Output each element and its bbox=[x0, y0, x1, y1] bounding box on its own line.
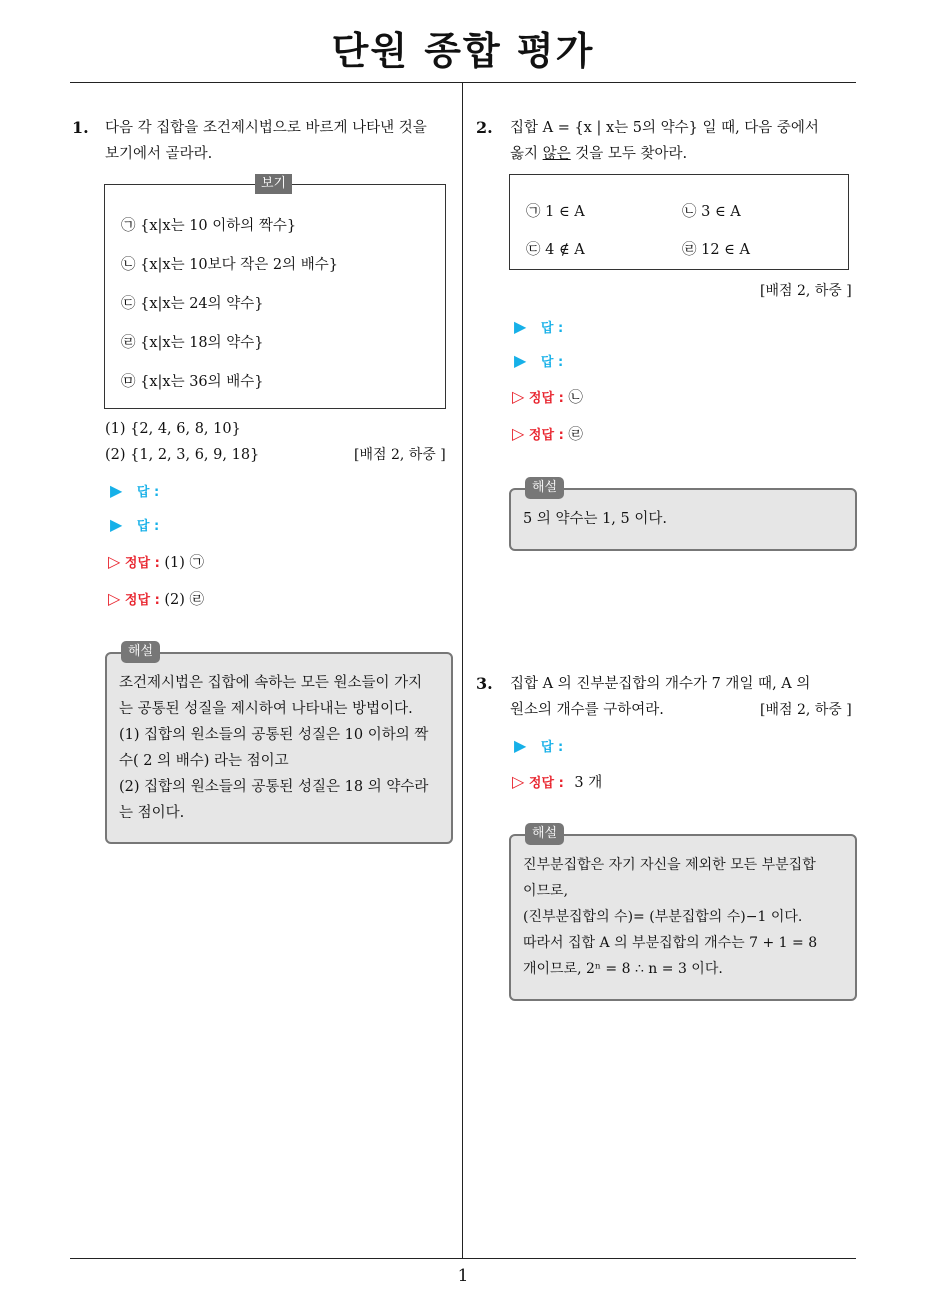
correct-label: 정답 : bbox=[124, 593, 160, 608]
bogi-item: ㉣ {x|x는 18의 약수} bbox=[121, 335, 264, 351]
question-text-line: 다음 각 집합을 조건제시법으로 바르게 나타낸 것을 bbox=[105, 120, 427, 136]
correct-value: (1) ㉠ bbox=[164, 555, 205, 571]
question-text-line: 집합 A 의 진부분집합의 개수가 7 개일 때, A 의 bbox=[510, 676, 811, 692]
solution-label: 해설 bbox=[525, 823, 564, 845]
correct-value: 3 개 bbox=[574, 775, 603, 791]
solution-line: 수( 2 의 배수) 라는 점이고 bbox=[119, 753, 289, 769]
correct-value: ㉡ bbox=[568, 390, 583, 406]
text-segment: 것을 모두 찾아라. bbox=[570, 146, 688, 162]
bogi-item: ㉠ {x|x는 10 이하의 짝수} bbox=[121, 218, 297, 234]
correct-value: (2) ㉣ bbox=[164, 592, 205, 608]
correct-label: 정답 : bbox=[528, 776, 564, 791]
answer-label: 답 : bbox=[540, 740, 564, 755]
solution-line: 는 공통된 성질을 제시하여 나타내는 방법이다. bbox=[119, 701, 413, 717]
correct-answer-line bbox=[512, 769, 602, 797]
question-number: 3. bbox=[476, 674, 493, 693]
solution-line: 따라서 집합 A 의 부분집합의 개수는 7 + 1 = 8 bbox=[523, 935, 818, 951]
underlined-text: 않은 bbox=[542, 146, 571, 162]
solution-line: 이므로, bbox=[523, 883, 569, 899]
bogi-label: 보기 bbox=[255, 174, 292, 194]
bogi-item: ㉢ {x|x는 24의 약수} bbox=[121, 296, 264, 312]
correct-value: ㉣ bbox=[568, 427, 583, 443]
solution-line: (진부분집합의 수)= (부분집합의 수)−1 이다. bbox=[523, 909, 803, 925]
filled-triangle-icon: ▶ bbox=[110, 481, 123, 500]
outline-triangle-icon: ▷ bbox=[512, 387, 525, 406]
score-label: [배점 2, 하중 ] bbox=[760, 702, 852, 718]
solution-box bbox=[509, 826, 857, 1001]
answer-label: 답 : bbox=[540, 355, 564, 370]
solution-line: (1) 집합의 원소들의 공통된 성질은 10 이하의 짝 bbox=[119, 727, 429, 743]
filled-triangle-icon: ▶ bbox=[110, 515, 123, 534]
answer-label: 답 : bbox=[136, 485, 160, 500]
outline-triangle-icon: ▷ bbox=[512, 424, 525, 443]
outline-triangle-icon: ▷ bbox=[108, 552, 121, 571]
answer-line bbox=[514, 733, 563, 761]
question-text-line: 보기에서 골라라. bbox=[105, 146, 213, 162]
solution-line: 는 점이다. bbox=[119, 805, 185, 821]
correct-label: 정답 : bbox=[528, 391, 564, 406]
page-title: 단원 종합 평가 bbox=[331, 29, 595, 73]
filled-triangle-icon: ▶ bbox=[514, 736, 527, 755]
answer-label: 답 : bbox=[540, 321, 564, 336]
sub-question: (2) {1, 2, 3, 6, 9, 18} bbox=[105, 447, 260, 463]
question-number: 2. bbox=[476, 118, 493, 137]
page-number: 1 bbox=[457, 1266, 469, 1286]
solution-line: 개이므로, 2ⁿ = 8 ∴ n = 3 이다. bbox=[523, 961, 723, 977]
solution-line: 5 의 약수는 1, 5 이다. bbox=[523, 511, 667, 527]
filled-triangle-icon: ▶ bbox=[514, 317, 527, 336]
bogi-item: ㉤ {x|x는 36의 배수} bbox=[121, 374, 264, 390]
outline-triangle-icon: ▷ bbox=[512, 772, 525, 791]
option-item: ㉢ 4 ∉ A bbox=[526, 242, 585, 258]
solution-label: 해설 bbox=[525, 477, 564, 499]
solution-line: (2) 집합의 원소들의 공통된 성질은 18 의 약수라 bbox=[119, 779, 429, 795]
question-number: 1. bbox=[72, 118, 89, 137]
question-text-line: 원소의 개수를 구하여라. bbox=[510, 702, 664, 718]
text-segment: 옳지 bbox=[510, 146, 543, 162]
correct-label: 정답 : bbox=[528, 428, 564, 443]
correct-label: 정답 : bbox=[124, 556, 160, 571]
solution-label: 해설 bbox=[121, 641, 160, 663]
option-item: ㉣ 12 ∈ A bbox=[682, 242, 750, 258]
outline-triangle-icon: ▷ bbox=[108, 589, 121, 608]
score-label: [배점 2, 하중 ] bbox=[760, 283, 852, 299]
solution-line: 조건제시법은 집합에 속하는 모든 원소들이 가지 bbox=[119, 675, 423, 691]
filled-triangle-icon: ▶ bbox=[514, 351, 527, 370]
solution-line: 진부분집합은 자기 자신을 제외한 모든 부분집합 bbox=[523, 857, 816, 873]
option-item: ㉡ 3 ∈ A bbox=[682, 204, 741, 220]
sub-question: (1) {2, 4, 6, 8, 10} bbox=[105, 421, 241, 437]
answer-label: 답 : bbox=[136, 519, 160, 534]
bogi-item: ㉡ {x|x는 10보다 작은 2의 배수} bbox=[121, 257, 338, 273]
option-item: ㉠ 1 ∈ A bbox=[526, 204, 585, 220]
score-label: [배점 2, 하중 ] bbox=[354, 447, 446, 463]
bottom-rule bbox=[70, 1258, 856, 1259]
question-text-line: 집합 A = {x | x는 5의 약수} 일 때, 다음 중에서 bbox=[510, 120, 819, 136]
